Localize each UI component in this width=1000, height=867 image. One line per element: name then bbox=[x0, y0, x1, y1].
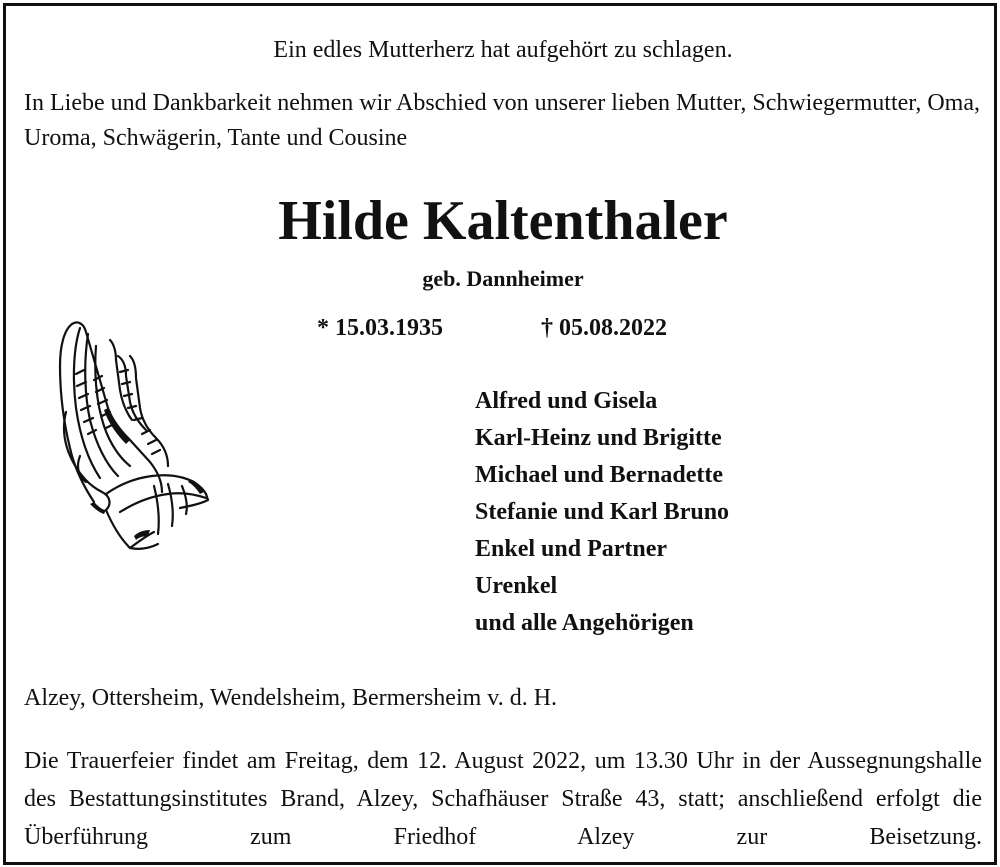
mourner-item: und alle Angehörigen bbox=[475, 610, 694, 636]
mourner-item: Stefanie und Karl Bruno bbox=[475, 499, 730, 525]
mourner-item: Enkel und Partner bbox=[475, 536, 668, 562]
praying-hands-icon bbox=[50, 316, 210, 552]
farewell-text: In Liebe und Dankbarkeit nehmen wir Abschied von unserer lieben Mutter, Schwiegermutter, Oma, Uroma, Schwägerin, Tante und Cousine bbox=[24, 90, 980, 151]
deceased-name: Hilde Kaltenthaler bbox=[278, 190, 728, 252]
maiden-name: geb. Dannheimer bbox=[422, 266, 584, 291]
death-date: † 05.08.2022 bbox=[541, 315, 667, 341]
mourner-item: Urenkel bbox=[475, 573, 558, 599]
mourner-item: Michael und Bernadette bbox=[475, 462, 723, 488]
intro-line: Ein edles Mutterherz hat aufgehört zu schlagen. bbox=[273, 37, 733, 63]
mourner-item: Alfred und Gisela bbox=[475, 388, 658, 414]
mourner-item: Karl-Heinz und Brigitte bbox=[475, 425, 722, 451]
obituary-frame bbox=[3, 3, 997, 865]
mourners-list bbox=[475, 383, 729, 642]
birth-date: * 15.03.1935 bbox=[317, 315, 443, 341]
places-line: Alzey, Ottersheim, Wendelsheim, Bermersheim v. d. H. bbox=[24, 685, 558, 711]
ceremony-text: Die Trauerfeier findet am Freitag, dem 12. August 2022, um 13.30 Uhr in der Aussegnungshalle des Bestattungsinstitutes Brand, Alzey, Schafhäuser Straße 43, statt; anschließend erfolgt die Überführung zum Friedhof Alzey zur Beisetzung. bbox=[24, 748, 982, 850]
